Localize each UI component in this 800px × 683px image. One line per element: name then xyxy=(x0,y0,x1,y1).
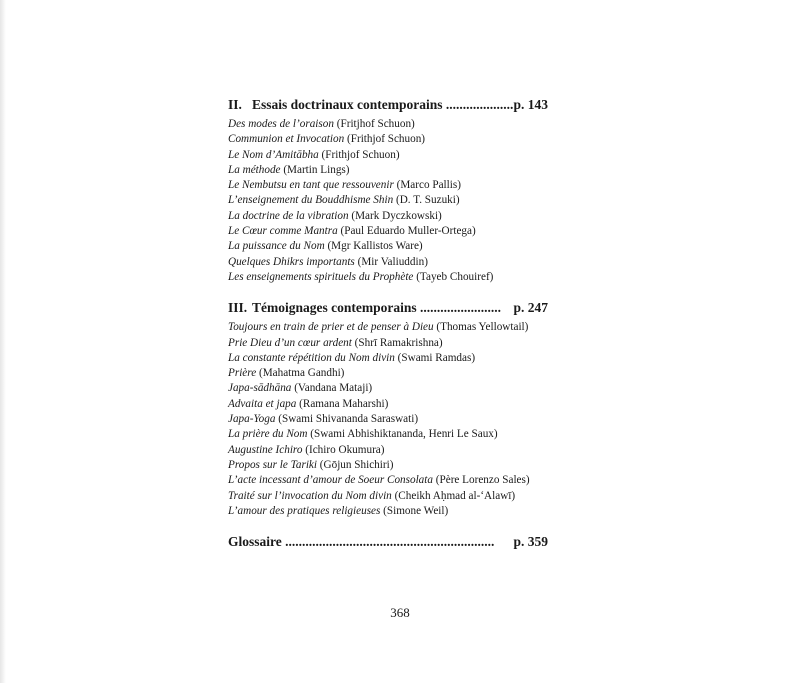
list-item xyxy=(228,336,548,351)
page-number: 368 xyxy=(390,605,410,620)
section-heading xyxy=(228,96,548,113)
entry-title: Communion et Invocation xyxy=(228,133,345,146)
entry-author: (Tayeb Chouiref) xyxy=(416,270,494,283)
entry-author: (Ramana Maharshi) xyxy=(299,397,389,410)
list-item xyxy=(228,473,548,488)
entry-author: (D. T. Suzuki) xyxy=(396,194,460,207)
entry-title: La doctrine de la vibration xyxy=(228,209,349,222)
entry-title: La méthode xyxy=(228,163,281,176)
entry-author: (Mahatma Gandhi) xyxy=(258,367,345,380)
list-item xyxy=(228,366,548,381)
leader-dots: .................... xyxy=(445,97,514,112)
entry-author: (Fritjhof Schuon) xyxy=(336,118,415,130)
list-item xyxy=(228,209,548,224)
entry-author: (Mgr Kallistos Ware) xyxy=(327,240,423,253)
entry-author: (Paul Eduardo Muller-Ortega) xyxy=(340,225,476,238)
glossary-heading xyxy=(228,533,548,550)
list-item xyxy=(228,239,548,254)
entry-title: L’amour des pratiques religieuses xyxy=(228,504,381,517)
list-item xyxy=(228,443,548,458)
list-item xyxy=(228,351,548,366)
section-number: II. xyxy=(228,97,242,112)
entry-title: Des modes de l’oraison xyxy=(228,118,334,130)
list-item xyxy=(228,412,548,427)
list-item xyxy=(228,132,548,147)
entry-author: (Swami Abhishiktananda, Henri Le Saux) xyxy=(310,428,498,441)
entry-title: Le Nembutsu en tant que ressouvenir xyxy=(228,179,394,192)
list-item xyxy=(228,178,548,193)
entry-author: (Simone Weil) xyxy=(383,504,449,517)
entry-author: (Shrī Ramakrishna) xyxy=(354,336,443,349)
entry-author: (Swami Ramdas) xyxy=(397,351,476,364)
list-item xyxy=(228,255,548,270)
leader-dots: ........................ xyxy=(420,300,501,316)
list-item xyxy=(228,163,548,178)
entry-author: (Mark Dyczkowski) xyxy=(351,209,442,222)
section-number: III. xyxy=(228,300,248,316)
list-item xyxy=(228,397,548,412)
list-item xyxy=(228,224,548,239)
list-item xyxy=(228,489,548,504)
entry-author: (Swami Shivananda Saraswati) xyxy=(278,413,419,426)
entry-title: Le Nom d’Amitābha xyxy=(228,148,319,161)
entry-title: L’enseignement du Bouddhisme Shin xyxy=(228,194,394,207)
section-title: Témoignages contemporains xyxy=(252,300,417,316)
entry-title: La constante répétition du Nom divin xyxy=(228,351,395,364)
entry-author: (Vandana Mataji) xyxy=(294,382,373,395)
section-title: Essais doctrinaux contemporains xyxy=(252,97,443,112)
entry-title: Prie Dieu d’un cœur ardent xyxy=(228,336,352,349)
list-item xyxy=(228,193,548,208)
entry-author: (Thomas Yellowtail) xyxy=(436,321,529,334)
entry-author: (Mir Valiuddin) xyxy=(357,255,428,268)
entry-title: Advaita et japa xyxy=(228,397,297,410)
entry-title: Toujours en train de prier et de penser à Dieu xyxy=(228,321,434,334)
entry-title: Japa-sādhāna xyxy=(228,382,292,395)
entry-title: Prière xyxy=(228,367,257,380)
entry-title: Les enseignements spirituels du Prophète xyxy=(228,270,414,283)
entry-title: Le Cœur comme Mantra xyxy=(228,225,338,238)
entry-title: Traité sur l’invocation du Nom divin xyxy=(228,489,392,502)
list-item xyxy=(228,504,548,519)
list-item xyxy=(228,381,548,396)
page-edge xyxy=(0,0,6,683)
entry-title: Quelques Dhikrs importants xyxy=(228,255,355,268)
entry-author: (Ichiro Okumura) xyxy=(305,443,385,456)
leader-dots: .............................................................. xyxy=(285,534,495,550)
entry-author: (Frithjof Schuon) xyxy=(347,133,426,146)
entry-author: (Martin Lings) xyxy=(283,163,350,176)
entry-title: Augustine Ichiro xyxy=(228,443,303,456)
entry-author: (Cheikh Aḥmad al-‘Alawī) xyxy=(394,489,516,502)
entry-title: Japa-Yoga xyxy=(228,413,276,426)
section-page-ref: p. 247 xyxy=(513,300,548,316)
entry-title: La puissance du Nom xyxy=(228,240,325,253)
glossary-page-ref: p. 359 xyxy=(513,534,548,550)
section-heading xyxy=(228,299,548,316)
table-of-contents xyxy=(228,96,548,550)
list-item xyxy=(228,270,548,285)
entry-author: (Gōjun Shichiri) xyxy=(319,458,394,471)
list-item xyxy=(228,320,548,335)
entry-title: Propos sur le Tariki xyxy=(228,458,317,471)
entry-list xyxy=(228,117,548,285)
list-item xyxy=(228,427,548,442)
entry-title: L’acte incessant d’amour de Soeur Consolata xyxy=(228,474,433,487)
entry-title: La prière du Nom xyxy=(228,428,308,441)
entry-list xyxy=(228,320,548,519)
section-page-ref: p. 143 xyxy=(513,97,548,112)
list-item xyxy=(228,148,548,163)
glossary-title: Glossaire xyxy=(228,534,282,550)
entry-author: (Père Lorenzo Sales) xyxy=(435,474,530,487)
list-item xyxy=(228,458,548,473)
list-item xyxy=(228,117,548,132)
entry-author: (Frithjof Schuon) xyxy=(321,148,400,161)
entry-author: (Marco Pallis) xyxy=(396,179,461,192)
